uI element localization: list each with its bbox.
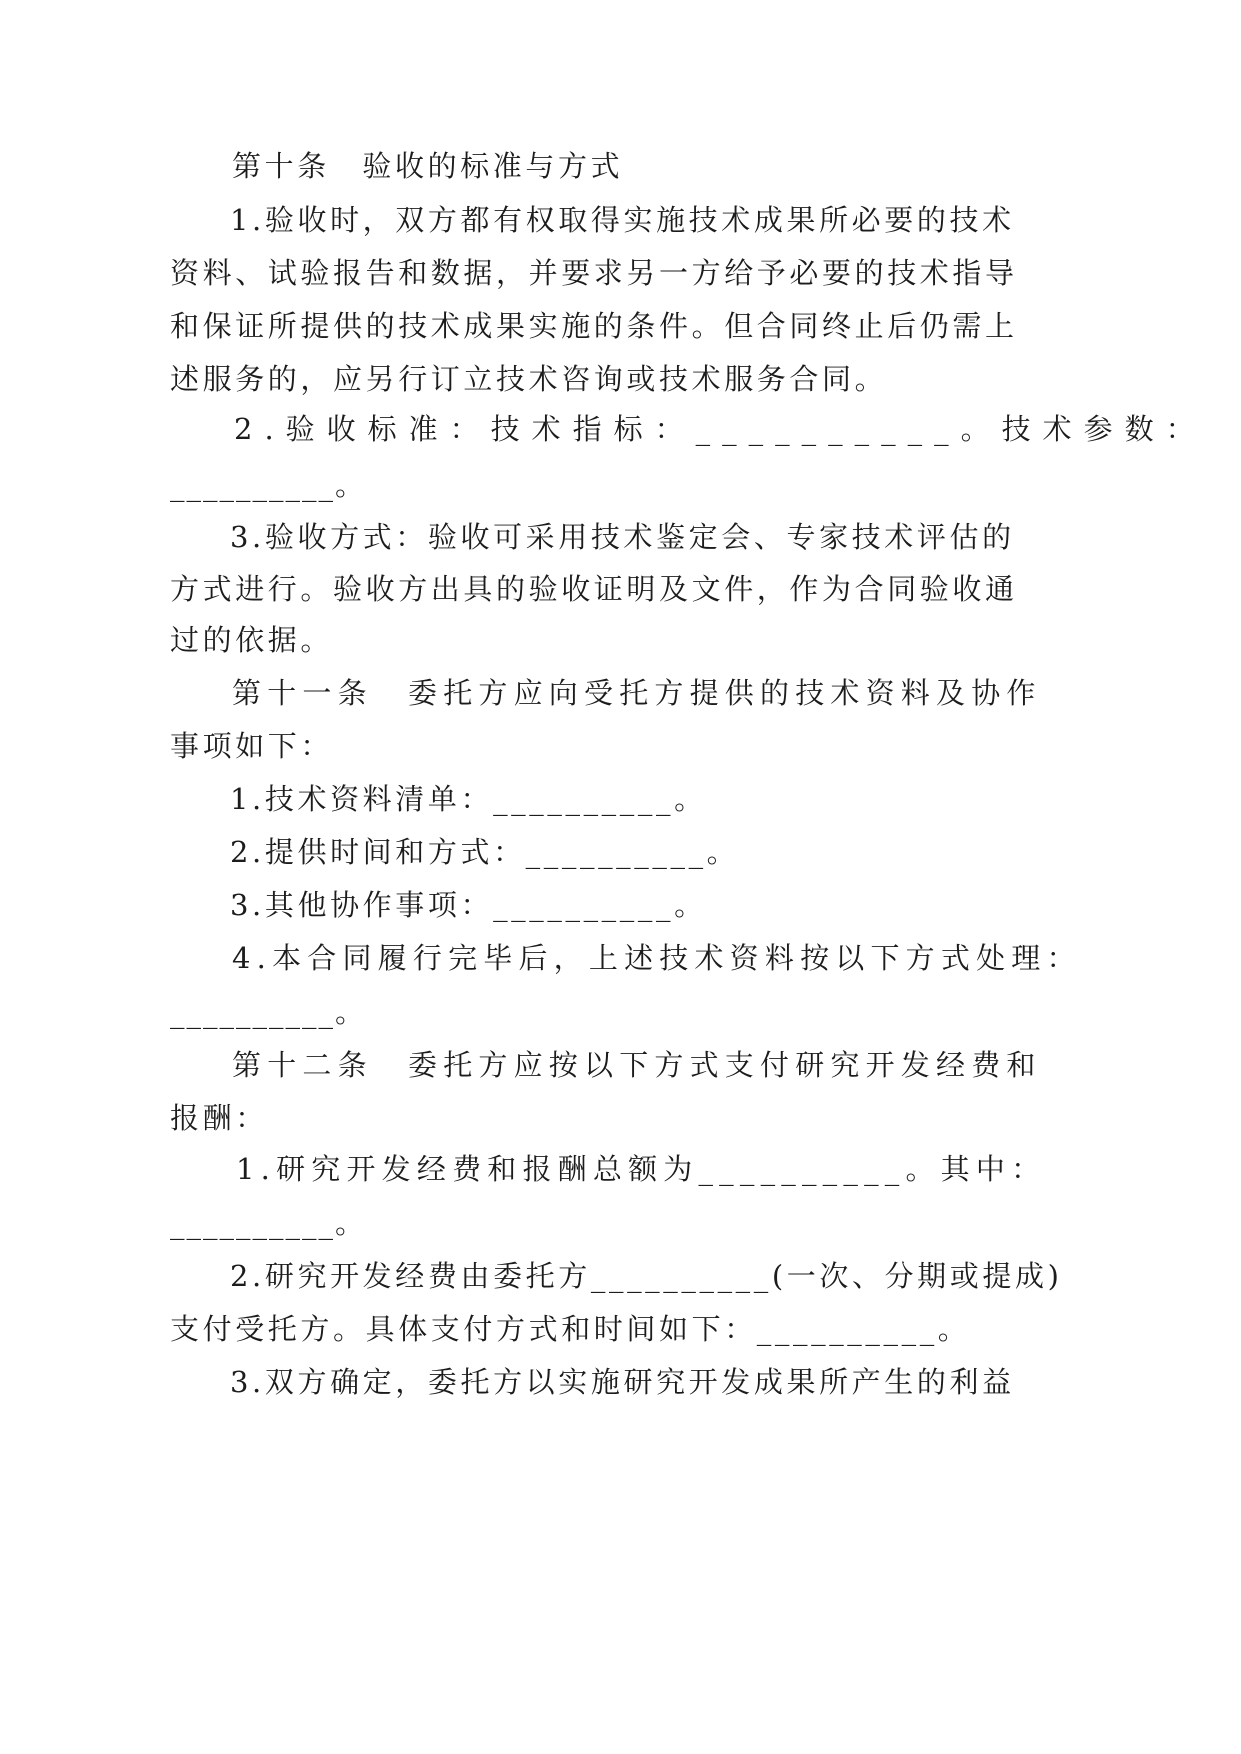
list-item-cont: __________。 [170,1206,367,1240]
paragraph-line: 述服务的，应另行订立技术咨询或技术服务合同。 [170,362,888,396]
paragraph-line: 1.验收时，双方都有权取得实施技术成果所必要的技术 [230,203,1015,237]
paragraph-line: __________。 [170,468,367,502]
article-10-heading: 第十条 验收的标准与方式 [232,149,624,183]
article-12-heading: 第十二条 委托方应按以下方式支付研究开发经费和 [232,1048,1042,1082]
list-item-cont: __________。 [170,995,367,1029]
list-item: 2.提供时间和方式：__________。 [230,835,740,869]
list-item: 4.本合同履行完毕后，上述技术资料按以下方式处理： [232,941,1082,975]
article-12-heading-cont: 报酬： [170,1101,268,1135]
paragraph-line: 过的依据。 [170,623,334,657]
paragraph-line: 2.验收标准：技术指标：__________。技术参数： [234,412,1207,446]
paragraph-line: 资料、试验报告和数据，并要求另一方给予必要的技术指导 [170,256,1018,290]
paragraph-line: 方式进行。验收方出具的验收证明及文件，作为合同验收通 [170,572,1018,606]
paragraph-line: 3.验收方式：验收可采用技术鉴定会、专家技术评估的 [230,520,1015,554]
list-item: 3.双方确定，委托方以实施研究开发成果所产生的利益 [230,1365,1015,1399]
list-item-cont: 支付受托方。具体支付方式和时间如下：__________。 [170,1312,971,1346]
list-item: 2.研究开发经费由委托方__________(一次、分期或提成) [230,1259,1063,1293]
list-item: 1.技术资料清单：__________。 [230,782,707,816]
paragraph-line: 和保证所提供的技术成果实施的条件。但合同终止后仍需上 [170,309,1018,343]
list-item: 3.其他协作事项：__________。 [230,888,707,922]
list-item: 1.研究开发经费和报酬总额为__________。其中： [236,1152,1047,1186]
article-11-heading-cont: 事项如下： [170,729,334,763]
article-11-heading: 第十一条 委托方应向受托方提供的技术资料及协作 [232,676,1042,710]
